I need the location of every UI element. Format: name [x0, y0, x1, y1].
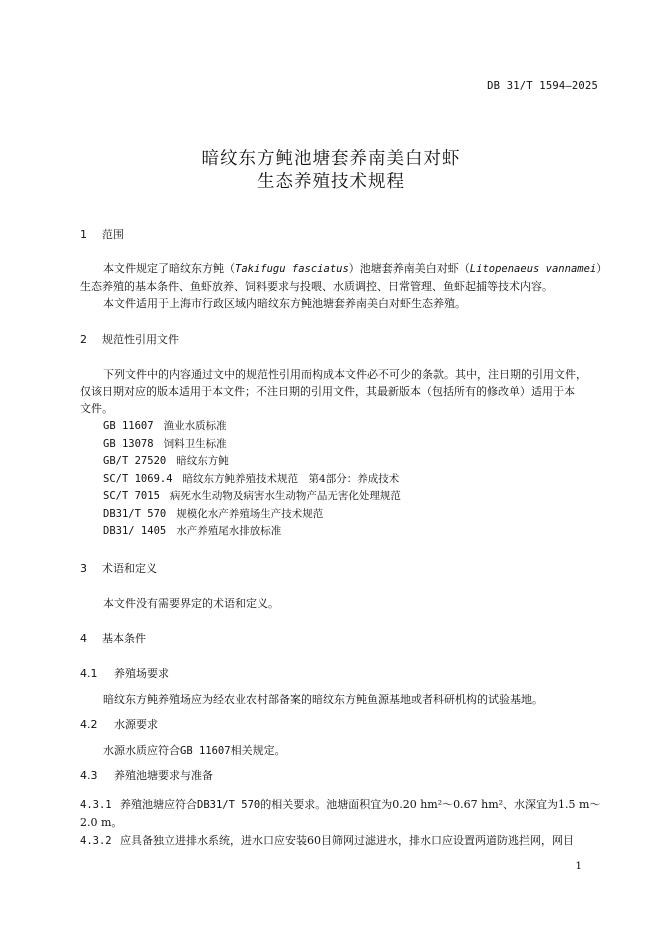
reference-item [103, 436, 227, 451]
section-number: 4 [80, 632, 87, 645]
subsection-title: 水源要求 [114, 718, 158, 731]
section-number: 2 [80, 333, 87, 346]
section-2-paragraph-line-3: 文件。 [80, 402, 113, 415]
section-1-paragraph-1-line-2: 生态养殖的基本条件、鱼虾放养、饲料要求与投喂、水质调控、日常管理、鱼虾起捕等技术内容。 [80, 280, 553, 293]
reference-name: 病死水生动物及病害水生动物产品无害化处理规范 [169, 490, 401, 502]
section-number: 3 [80, 562, 87, 575]
subsection-4-1-paragraph: 暗纹东方鲀养殖场应为经农业农村部备案的暗纹东方鲀鱼源基地或者科研机构的试验基地。 [103, 693, 543, 706]
section-3-heading [80, 560, 157, 576]
section-2-paragraph-line-2: 仅该日期对应的版本适用于本文件；不注日期的引用文件，其最新版本（包括所有的修改单）适用于本 [80, 385, 575, 398]
subsection-4-1-heading [80, 665, 169, 681]
reference-item [103, 418, 227, 433]
text-run: ） [596, 262, 608, 275]
reference-item [103, 453, 229, 468]
reference-name: 渔业水质标准 [163, 420, 227, 432]
standard-number: DB 31/T 1594—2025 [487, 80, 598, 92]
reference-name: 饲料卫生标准 [163, 438, 227, 450]
reference-name: 暗纹东方鲀养殖技术规范 第4部分：养成技术 [182, 473, 400, 485]
reference-item [103, 488, 401, 503]
text-run: 的相关要求。池塘面积宜为0.20 hm²～0.67 hm²、水深宜为1.5 m～ [260, 798, 601, 811]
clause-4-3-1-line-1 [80, 796, 600, 812]
section-title: 术语和定义 [102, 562, 157, 575]
subsection-title: 养殖池塘要求与准备 [114, 769, 213, 782]
latin-name-fugu: Takifugu fasciatus [235, 263, 349, 275]
section-1-heading [80, 226, 124, 242]
section-4-heading [80, 630, 146, 646]
text-run: 相关规定。 [230, 744, 286, 757]
clause-4-3-2-line-1 [80, 832, 574, 848]
section-1-paragraph-1-line-1 [103, 260, 607, 276]
latin-name-shrimp: Litopenaeus vannamei [469, 263, 597, 275]
section-2-heading [80, 331, 179, 347]
subsection-4-2-heading [80, 716, 158, 732]
section-title: 基本条件 [102, 632, 146, 645]
text-run: 应具备独立进排水系统，进水口应安装60目筛网过滤进水，排水口应设置两道防逃拦网，网目 [120, 834, 574, 847]
clause-4-3-1-line-2: 2.0 m。 [80, 816, 123, 829]
reference-item [103, 523, 281, 538]
text-run: ）池塘套养南美白对虾（ [348, 262, 470, 275]
clause-number: 4.3.1 [80, 799, 112, 811]
section-title: 范围 [102, 228, 124, 241]
reference-item [103, 471, 399, 486]
document-title-line2: 生态养殖技术规程 [257, 172, 405, 192]
section-1-paragraph-2: 本文件适用于上海市行政区域内暗纹东方鲀池塘套养南美白对虾生态养殖。 [103, 297, 466, 310]
reference-code: DB31/T 570 [103, 508, 167, 520]
reference-name: 水产养殖尾水排放标准 [176, 525, 282, 537]
section-title: 规范性引用文件 [102, 333, 179, 346]
page-number: 1 [575, 860, 582, 872]
section-number: 1 [80, 228, 87, 241]
document-title-line1: 暗纹东方鲀池塘套养南美白对虾 [201, 149, 461, 169]
text-run: 水源水质应符合 [103, 744, 180, 757]
clause-number: 4.3.2 [80, 835, 112, 847]
reference-name: 暗纹东方鲀 [176, 455, 229, 467]
subsection-4-3-heading [80, 767, 213, 783]
subsection-number: 4.3 [80, 769, 98, 782]
reference-item [103, 506, 323, 521]
section-2-paragraph-line-1: 下列文件中的内容通过文中的规范性引用而构成本文件必不可少的条款。其中，注日期的引用文件， [103, 368, 587, 381]
reference-code: GB 13078 [103, 438, 154, 450]
subsection-4-2-paragraph [103, 742, 286, 758]
subsection-number: 4.2 [80, 718, 98, 731]
section-3-paragraph: 本文件没有需要界定的术语和定义。 [103, 597, 279, 610]
reference-code: GB/T 27520 [103, 455, 167, 467]
reference-code: DB31/ 1405 [103, 525, 167, 537]
reference-name: 规模化水产养殖场生产技术规范 [176, 508, 324, 520]
reference-code: GB 11607 [103, 420, 154, 432]
text-run: 本文件规定了暗纹东方鲀（ [103, 262, 235, 275]
reference-code: SC/T 1069.4 [103, 473, 173, 485]
subsection-number: 4.1 [80, 667, 98, 680]
reference-code: SC/T 7015 [103, 490, 160, 502]
subsection-title: 养殖场要求 [114, 667, 169, 680]
standard-code: GB 11607 [180, 745, 231, 757]
standard-code: DB31/T 570 [197, 799, 261, 811]
text-run: 养殖池塘应符合 [120, 798, 197, 811]
